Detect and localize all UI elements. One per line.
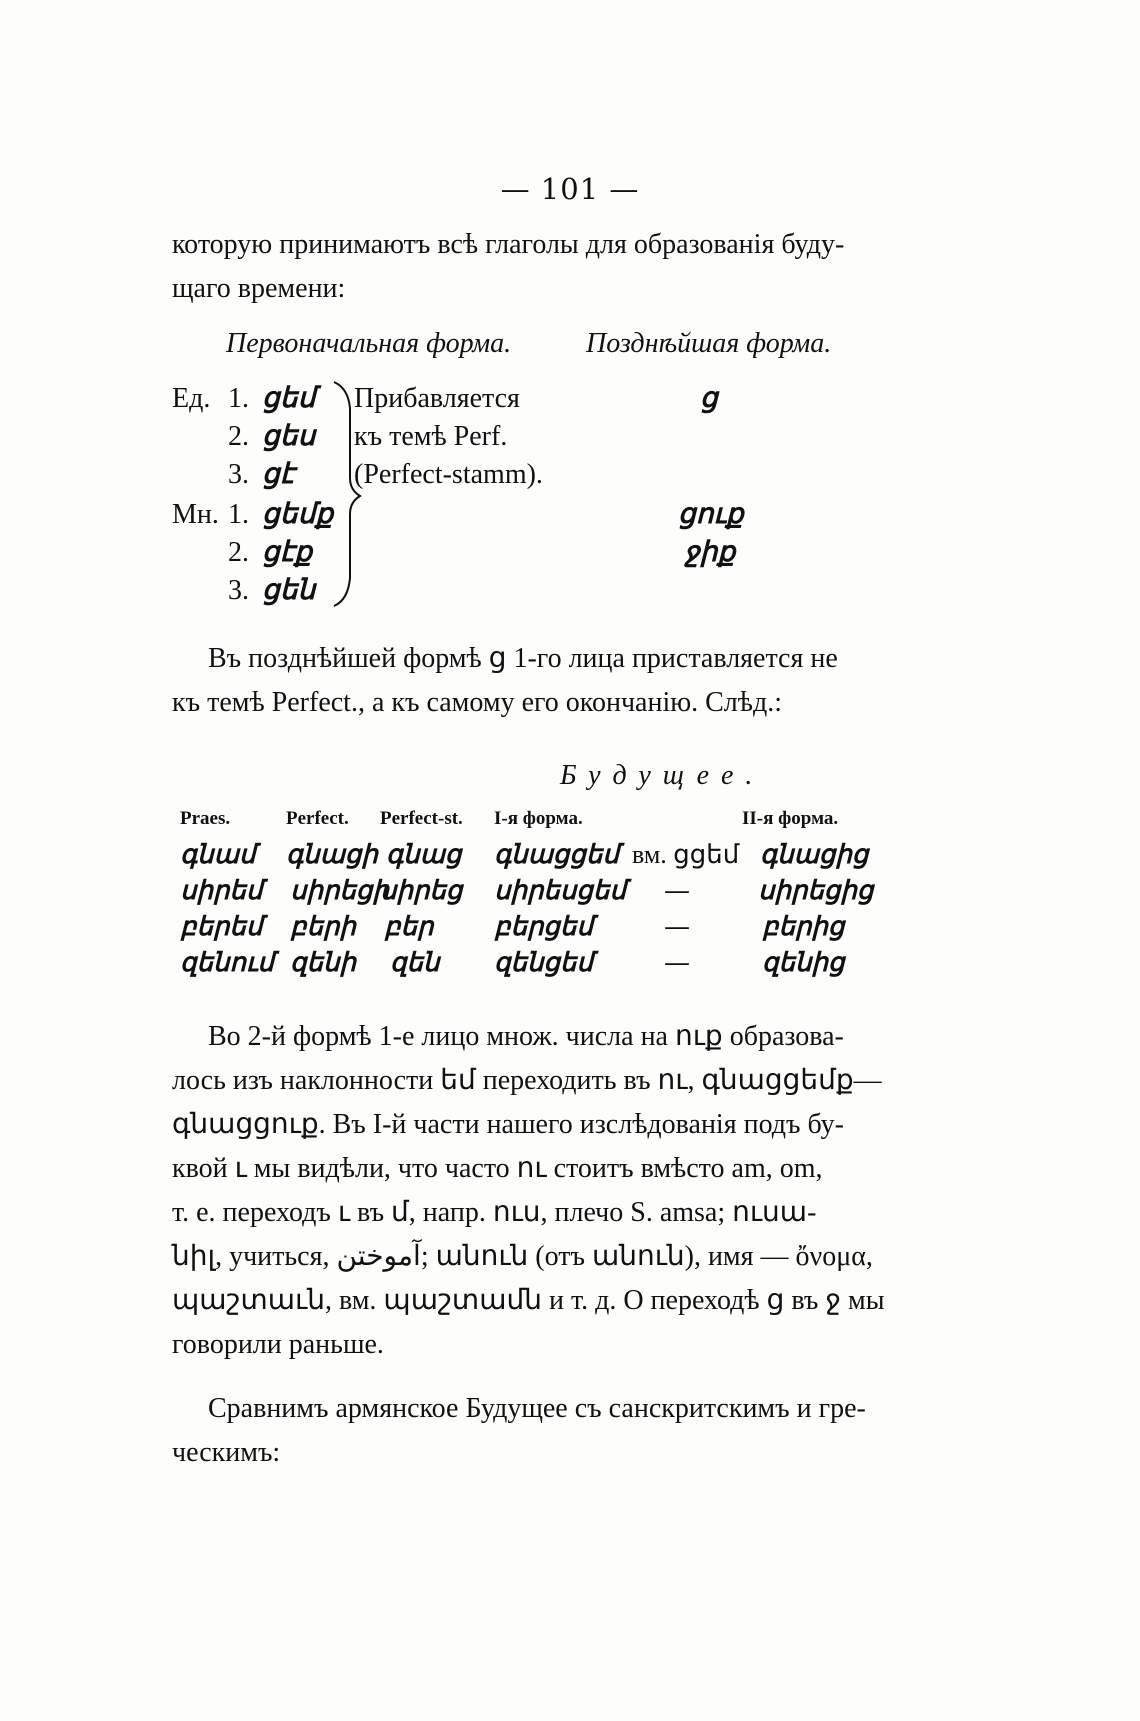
cell: զենցեմ (494, 948, 593, 977)
cell: բերեմ (180, 912, 263, 941)
cell: զեն (390, 948, 440, 977)
cell: գնամ (180, 840, 256, 869)
arm-ending: ցէ (262, 459, 295, 490)
late-ending: ցուք (678, 499, 744, 530)
note-line-2: къ темѣ Perf. (354, 421, 508, 452)
cell: բերից (762, 912, 845, 941)
intro-line-2: щаго времени: (172, 273, 346, 304)
para3-line: лось изъ наклонности եմ переходить въ ու, գնացցեմք— (172, 1065, 882, 1096)
para3-line: говорили раньше. (172, 1329, 384, 1360)
arm-ending: ցեմք (262, 499, 334, 530)
para4-line-2: ческимъ: (172, 1437, 281, 1468)
plural-label: Мн. (172, 499, 219, 530)
cell: սիրեսցեմ (494, 876, 626, 905)
para2-line-2: къ темѣ Perfect., а къ самому его окончанію. Слѣд.: (172, 687, 783, 718)
arm-ending: ցես (262, 421, 316, 452)
cell: սիրեցի (290, 876, 389, 905)
header-form-2: II-я форма. (742, 808, 839, 829)
early-form-title: Первоначальная форма. (226, 328, 512, 359)
cell: գնացցեմ (494, 840, 619, 869)
para3-line: Во 2-й формѣ 1-е лицо множ. числа на ուք образова- (208, 1021, 844, 1052)
cell: բեր (384, 912, 434, 941)
table-row (0, 876, 1140, 916)
arm-ending: ցեմ (262, 383, 316, 414)
cell: զենից (762, 948, 845, 977)
table-row (0, 948, 1140, 988)
para4-line-1: Сравнимъ армянское Будущее съ санскритскимъ и гре- (208, 1393, 866, 1424)
row-num: 2. (228, 537, 249, 568)
row-num: 2. (228, 421, 249, 452)
cell: սիրեցից (758, 876, 874, 905)
cell: գնացից (760, 840, 869, 869)
note-line-3: (Perfect-stamm). (354, 459, 543, 490)
cell: սիրեմ (180, 876, 263, 905)
cell: բերի (290, 912, 356, 941)
late-form-title: Позднѣйшая форма. (586, 328, 832, 359)
intro-line-1: которую принимаютъ всѣ глаголы для образованія буду- (172, 229, 845, 260)
header-praes: Praes. (180, 808, 231, 829)
para3-line: նիլ, учиться, آموختن; անուն (отъ անուն), имя — ὄνομα, (172, 1241, 873, 1272)
arm-ending: ցէք (262, 537, 312, 568)
row-num: 3. (228, 575, 249, 606)
cell: — (664, 948, 690, 978)
table-row (0, 912, 1140, 952)
cell: — (664, 912, 690, 942)
cell: գնացի (286, 840, 378, 869)
para3-line: պաշտաւն, вм. պաշտամն и т. д. О переходѣ ց въ ջ мы (172, 1285, 885, 1316)
header-perfect: Perfect. (286, 808, 349, 829)
future-title: Будущее. (560, 760, 765, 791)
late-ending: ց (700, 383, 718, 414)
cell: սիրեց (380, 876, 463, 905)
para2-line-1: Въ позднѣйшей формѣ ց 1-го лица приставляется не (208, 643, 838, 674)
header-perfect-st: Perfect-st. (380, 808, 463, 829)
row-num: 1. (228, 499, 249, 530)
note-line-1: Прибавляется (354, 383, 520, 414)
row-num: 1. (228, 383, 249, 414)
para3-line: т. е. переходъ ւ въ մ, напр. ուս, плечо S. amsa; ուսա- (172, 1197, 817, 1228)
late-ending: ջիք (684, 537, 736, 568)
cell: գնաց (386, 840, 462, 869)
para3-line: квой ւ мы видѣли, что часто ու стоитъ вмѣсто am, om, (172, 1153, 823, 1184)
singular-label: Ед. (172, 383, 211, 414)
cell: — (664, 876, 690, 906)
arm-ending: ցեն (262, 575, 316, 606)
cell: вм. ցցեմ (632, 840, 740, 869)
para3-line: գնացցուք. Въ I-й части нашего изслѣдованія подъ бу- (172, 1109, 844, 1140)
cell: զենում (180, 948, 274, 977)
header-form-1: I-я форма. (494, 808, 583, 829)
table-row (0, 840, 1140, 880)
page-number: — 101 — (500, 172, 640, 206)
row-num: 3. (228, 459, 249, 490)
cell: զենի (290, 948, 356, 977)
cell: բերցեմ (494, 912, 593, 941)
